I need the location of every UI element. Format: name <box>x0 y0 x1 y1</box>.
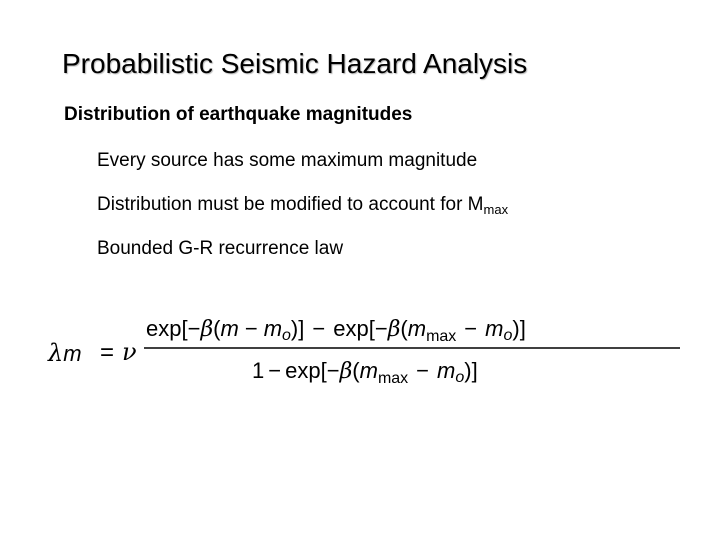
den-minus-1: − <box>268 358 282 383</box>
num-mo-2: m <box>485 316 504 341</box>
bullet-subscript: max <box>483 202 509 217</box>
num-max-subscript: max <box>426 328 457 345</box>
den-open: ( <box>352 358 360 383</box>
num-open-1: ( <box>213 316 221 341</box>
num-m: m <box>220 316 239 341</box>
bullet-list <box>97 148 508 280</box>
bullet-item <box>97 148 508 174</box>
bullet-text: Distribution must be modified to account for M <box>97 194 484 215</box>
den-mo: m <box>437 358 456 383</box>
num-o-2: o <box>503 327 513 344</box>
bounded-gr-equation <box>0 296 720 406</box>
num-o-1: o <box>282 327 291 344</box>
bullet-item <box>97 192 508 218</box>
num-minus-3: − <box>312 316 326 341</box>
num-minus-4: − <box>374 316 388 341</box>
num-open-2: ( <box>400 316 408 341</box>
slide-title: Probabilistic Seismic Hazard Analysis <box>62 48 528 79</box>
num-minus-5: − <box>464 316 478 341</box>
num-beta-2: β <box>387 317 401 342</box>
den-minus-2: − <box>326 358 340 383</box>
num-close-2: )] <box>512 316 526 341</box>
bullet-item <box>97 236 508 262</box>
num-beta-1: β <box>200 317 214 342</box>
num-exp-2: exp[ <box>333 316 375 341</box>
bullet-text: Every source has some maximum magnitude <box>97 150 478 171</box>
bullet-text: Bounded G-R recurrence law <box>97 238 344 259</box>
den-o: o <box>455 369 465 386</box>
svg-text:λm <box>47 339 82 367</box>
nu-symbol: ν <box>122 338 137 366</box>
den-close: )] <box>464 358 478 383</box>
lambda-symbol: λ <box>48 339 64 367</box>
den-beta: β <box>339 359 353 384</box>
num-minus-2: − <box>244 316 258 341</box>
num-minus-1: − <box>187 316 201 341</box>
num-exp-1: exp[ <box>146 316 188 341</box>
den-exp: exp[ <box>285 358 327 383</box>
equals-sign: = <box>100 339 115 366</box>
num-mo-1: m <box>263 316 283 341</box>
denominator <box>252 358 478 387</box>
numerator <box>146 316 526 345</box>
den-mmax: m <box>359 358 378 383</box>
num-close-1: )] <box>290 316 305 341</box>
den-max-subscript: max <box>377 370 409 387</box>
lambda-subscript: m <box>63 341 82 366</box>
den-minus-3: − <box>416 358 430 383</box>
den-one: 1 <box>252 358 265 383</box>
num-mmax: m <box>407 316 427 341</box>
slide-subtitle: Distribution of earthquake magnitudes <box>64 104 413 125</box>
